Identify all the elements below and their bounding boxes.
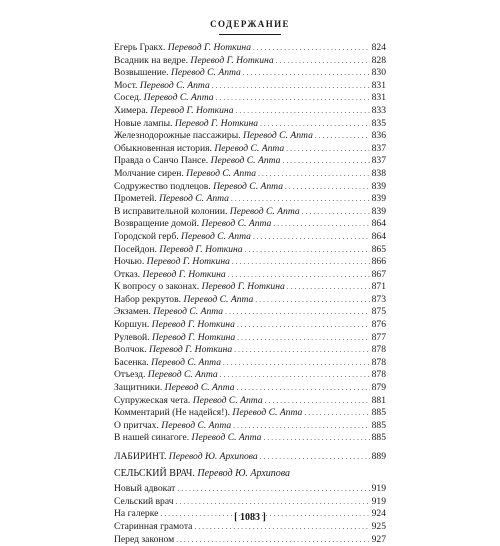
entry-page: 833: [371, 104, 386, 116]
entry-title-text: Егерь Гракх.: [114, 42, 166, 53]
entry-page: 919: [371, 483, 386, 495]
toc-entry[interactable]: [114, 294, 386, 307]
toc-entry[interactable]: [114, 105, 386, 118]
toc-entry-title: [114, 168, 256, 180]
entry-translator: Перевод Г. Ноткина: [150, 104, 234, 116]
entry-page: 889: [371, 451, 386, 462]
toc-entry[interactable]: [114, 218, 386, 231]
entry-translator: Перевод С. Апта: [159, 193, 229, 205]
toc-entry[interactable]: [114, 168, 386, 181]
entry-translator: Перевод С. Апта: [192, 394, 263, 406]
toc-entry-title: [114, 420, 231, 432]
toc-entry[interactable]: [114, 55, 386, 68]
toc-entry[interactable]: [114, 357, 386, 370]
entry-page: 835: [371, 117, 386, 129]
toc-entry-title: [114, 244, 243, 256]
section-translator: Перевод Ю. Архипова: [197, 467, 291, 479]
toc-entry-title: [114, 206, 300, 218]
entry-page: 885: [371, 432, 386, 444]
leader-dots: [245, 244, 370, 257]
toc-entry-title: [114, 218, 271, 230]
toc-entry-title: [114, 80, 210, 92]
entry-title-text: Старинная грамота: [114, 520, 193, 532]
toc-entry-title: [114, 269, 226, 281]
leader-dots: [237, 332, 369, 345]
entry-translator: Перевод Ю. Архипова: [168, 451, 258, 462]
entry-page: 878: [371, 369, 386, 381]
toc-entry[interactable]: [114, 369, 386, 382]
toc-entry-title: [114, 42, 251, 54]
entry-page: 878: [371, 344, 386, 356]
leader-dots: [263, 432, 369, 445]
entry-translator: Перевод Г. Ноткина: [190, 54, 274, 66]
entry-page: 836: [371, 130, 386, 142]
page-number: [ 1083 ]: [234, 512, 266, 523]
entry-translator: Перевод С. Апта: [201, 218, 272, 230]
toc-entry-title: [114, 130, 313, 142]
toc-entry-title: [114, 395, 263, 407]
entry-translator: Перевод С. Апта: [242, 130, 313, 142]
toc-entry[interactable]: [114, 92, 386, 105]
toc-entry-title: [114, 483, 175, 495]
entry-translator: Перевод С. Апта: [181, 230, 251, 242]
entry-page: 877: [371, 331, 386, 343]
section-title: СЕЛЬСКИЙ ВРАЧ.: [114, 467, 195, 479]
leader-dots: [228, 269, 370, 282]
entry-page: 838: [371, 167, 386, 179]
entry-page: 864: [371, 230, 386, 242]
toc-entry-title: [114, 344, 232, 356]
toc-entry[interactable]: [114, 269, 386, 282]
entries-list: [114, 42, 386, 445]
leader-dots: [276, 55, 370, 68]
section-heading-country-doctor: [114, 468, 386, 480]
entry-page: 876: [371, 319, 386, 331]
toc-entry[interactable]: [114, 155, 386, 168]
entry-title-text: Содружество подлецов.: [114, 180, 211, 192]
entry-page: 925: [371, 520, 386, 532]
entry-page: 878: [371, 356, 386, 368]
entry-translator: Перевод С. Апта: [210, 155, 281, 167]
toc-entry[interactable]: [114, 206, 386, 219]
entry-translator: Перевод С. Апта: [229, 205, 300, 217]
toc-entry-title: [114, 231, 251, 243]
toc-entry-title: [114, 319, 235, 331]
entry-page: 885: [371, 419, 386, 431]
entry-title-text: Правда о Санчо Пансе.: [114, 155, 209, 167]
leader-dots: [176, 534, 369, 546]
toc-entry[interactable]: [114, 496, 386, 509]
entry-title-text: Всадник на ведре.: [114, 54, 188, 66]
entry-translator: Перевод Г. Ноткина: [174, 117, 259, 129]
entry-title-text: Экзамен.: [114, 306, 151, 318]
entry-translator: Перевод С. Апта: [143, 92, 214, 104]
entry-translator: Перевод С. Апта: [161, 419, 232, 431]
toc-entry[interactable]: [114, 118, 386, 131]
leader-dots: [176, 496, 370, 509]
toc-entry[interactable]: [114, 432, 386, 445]
toc-entry-title: [114, 369, 218, 381]
entry-title-text: Сосед.: [114, 92, 142, 104]
entry-page: 867: [371, 268, 386, 280]
entry-translator: Перевод Г. Ноткина: [151, 331, 236, 343]
entry-title-text: Городской герб.: [114, 230, 179, 242]
entry-title-text: Комментарий (Не надейся!).: [114, 407, 231, 419]
entry-title-text: Басенка.: [114, 356, 149, 368]
leader-dots: [304, 407, 369, 420]
entry-page: 830: [371, 67, 386, 79]
toc-entry[interactable]: [114, 130, 386, 143]
entry-translator: Перевод С. Апта: [186, 167, 257, 179]
toc-entry[interactable]: [114, 534, 386, 546]
entry-title-text: ЛАБИРИНТ.: [114, 451, 167, 462]
entry-page: 871: [371, 281, 386, 293]
entry-title-text: Мост.: [114, 79, 138, 91]
entry-translator: Перевод С. Апта: [183, 293, 254, 305]
toc-entry[interactable]: [114, 306, 386, 319]
leader-dots: [212, 80, 370, 93]
entry-translator: Перевод С. Апта: [151, 356, 222, 368]
toc-entry-title: [114, 496, 174, 508]
toc-entry-title: [114, 67, 241, 79]
leader-dots: [216, 92, 370, 105]
entry-translator: Перевод С. Апта: [153, 306, 224, 318]
entry-page: 927: [371, 533, 386, 545]
toc-entry-title: [114, 357, 221, 369]
entry-title-text: Отказ.: [114, 268, 141, 280]
leader-dots: [260, 451, 370, 464]
leader-dots: [282, 155, 369, 168]
entry-translator: Перевод Г. Ноткина: [201, 281, 285, 293]
entry-translator: Перевод С. Апта: [164, 382, 235, 394]
entry-translator: Перевод Г. Ноткина: [146, 256, 230, 268]
leader-dots: [287, 281, 370, 294]
entry-translator: Перевод С. Апта: [147, 369, 218, 381]
entry-page: 873: [371, 293, 386, 305]
toc-entry[interactable]: [114, 42, 386, 55]
entry-title-text: Посейдон.: [114, 243, 157, 255]
toc-entry-title: [114, 105, 234, 117]
toc-entry-title: [114, 143, 284, 155]
entry-translator: Перевод С. Апта: [214, 142, 285, 154]
toc-entry[interactable]: [114, 344, 386, 357]
entry-title-text: Железнодорожные пассажиры.: [114, 130, 241, 142]
toc-entry-title: [114, 534, 174, 546]
entry-title-text: Супружеская чета.: [114, 394, 191, 406]
toc-entry-title: [114, 193, 229, 205]
toc-entry-title: [114, 432, 261, 444]
entry-translator: Перевод Г. Ноткина: [148, 344, 233, 356]
toc-entry[interactable]: [114, 382, 386, 395]
entry-page: 885: [371, 407, 386, 419]
entry-title-text: Коршун.: [114, 319, 150, 331]
toc-entry-title: [114, 256, 230, 268]
entry-translator: Перевод С. Апта: [232, 407, 303, 419]
entry-title-text: На галерке: [114, 508, 159, 520]
toc-entry-title: [114, 306, 223, 318]
toc-entry-title: [114, 281, 285, 293]
leader-dots: [315, 130, 370, 143]
entry-title-text: Прометей.: [114, 193, 157, 205]
leader-dots: [253, 231, 370, 244]
entry-page: 881: [371, 394, 386, 406]
entry-title-text: В исправительной колонии.: [114, 205, 228, 217]
toc-entry-title: [114, 382, 235, 394]
leader-dots: [177, 483, 369, 496]
entry-title-text: Отъезд.: [114, 369, 146, 381]
leader-dots: [233, 420, 369, 433]
toc-entry-title: [114, 407, 302, 419]
entry-title-text: Набор рекрутов.: [114, 293, 182, 305]
leader-dots: [220, 369, 370, 382]
entry-page: 919: [371, 495, 386, 507]
entry-page: 837: [371, 142, 386, 154]
entry-title-text: Волчок.: [114, 344, 147, 356]
toc-entry-title: [114, 332, 235, 344]
toc-entry-title: [114, 451, 258, 463]
toc-entry-title: [114, 155, 280, 167]
entry-page: 837: [371, 155, 386, 167]
entry-page: 839: [371, 193, 386, 205]
entry-title-text: Сельский врач: [114, 495, 174, 507]
toc-entry[interactable]: [114, 256, 386, 269]
entry-title-text: Новые лампы.: [114, 117, 173, 129]
leader-dots: [237, 382, 370, 395]
toc-entry[interactable]: [114, 143, 386, 156]
entry-page: 875: [371, 306, 386, 318]
entry-title-text: Новый адвокат: [114, 483, 176, 495]
toc-entry[interactable]: [114, 244, 386, 257]
toc-entry-title: [114, 181, 283, 193]
entry-page: 831: [371, 79, 386, 91]
page-header: СОДЕРЖАНИЕ: [210, 19, 290, 29]
toc-entry-title: [114, 55, 274, 67]
entry-title-text: Возвышение.: [114, 67, 169, 79]
leader-dots: [232, 256, 370, 269]
toc-entry[interactable]: [114, 181, 386, 194]
toc-entry[interactable]: [114, 395, 386, 408]
entry-page: 924: [371, 508, 386, 520]
entry-translator: Перевод Г. Ноткина: [142, 268, 226, 280]
leader-dots: [255, 294, 369, 307]
table-of-contents: [114, 42, 386, 546]
entry-page: 831: [371, 92, 386, 104]
leader-dots: [253, 42, 370, 55]
entry-page: 828: [371, 54, 386, 66]
entry-title-text: Химера.: [114, 104, 148, 116]
toc-entry[interactable]: [114, 332, 386, 345]
leader-dots: [243, 67, 370, 80]
toc-entry-title: [114, 92, 214, 104]
leader-dots: [265, 395, 370, 408]
toc-entry-title: [114, 294, 253, 306]
toc-entry-title: [114, 118, 258, 130]
entry-translator: Перевод С. Апта: [191, 432, 262, 444]
toc-entry[interactable]: [114, 407, 386, 420]
entry-page: 839: [371, 205, 386, 217]
entry-translator: Перевод Г. Ноткина: [151, 319, 235, 331]
toc-entry[interactable]: [114, 483, 386, 496]
toc-entry[interactable]: [114, 420, 386, 433]
toc-entry[interactable]: [114, 193, 386, 206]
entry-translator: Перевод С. Апта: [213, 180, 284, 192]
entry-title-text: Ночью.: [114, 256, 145, 268]
leader-dots: [231, 193, 370, 206]
entry-title-text: К вопросу о законах.: [114, 281, 200, 293]
entry-page: 864: [371, 218, 386, 230]
entry-page: 879: [371, 382, 386, 394]
leader-dots: [223, 357, 370, 370]
entry-title-text: Возвращение домой.: [114, 218, 200, 230]
entry-title-text: Рулевой.: [114, 331, 150, 343]
leader-dots: [258, 168, 370, 181]
entry-title-text: Обыкновенная история.: [114, 142, 212, 154]
leader-dots: [285, 181, 370, 194]
leader-dots: [302, 206, 370, 219]
entry-page: 824: [371, 42, 386, 53]
entry-page: 865: [371, 243, 386, 255]
leader-dots: [234, 344, 369, 357]
entry-translator: Перевод Г. Ноткина: [159, 243, 243, 255]
toc-entry[interactable]: [114, 231, 386, 244]
toc-entry[interactable]: [114, 80, 386, 93]
toc-entry[interactable]: [114, 319, 386, 332]
leader-dots: [286, 143, 369, 156]
leader-dots: [273, 218, 369, 231]
entry-page: 839: [371, 180, 386, 192]
entry-title-text: В нашей синагоге.: [114, 432, 190, 444]
leader-dots: [225, 306, 370, 319]
header-rule: [219, 34, 281, 35]
entry-title-text: О притчах.: [114, 419, 159, 431]
toc-entry[interactable]: [114, 281, 386, 294]
toc-entry[interactable]: [114, 67, 386, 80]
entry-title-text: Защитники.: [114, 382, 163, 394]
leader-dots: [260, 118, 370, 131]
toc-entry-labyrinth[interactable]: [114, 451, 386, 464]
entry-translator: Перевод С. Апта: [139, 79, 210, 91]
entry-title-text: Молчание сирен.: [114, 167, 184, 179]
leader-dots: [236, 105, 370, 118]
entry-title-text: Перед законом: [114, 533, 175, 545]
entry-page: 866: [371, 256, 386, 268]
entry-translator: Перевод С. Апта: [170, 67, 241, 79]
leader-dots: [237, 319, 370, 332]
entry-translator: Перевод Г. Ноткина: [167, 42, 251, 53]
